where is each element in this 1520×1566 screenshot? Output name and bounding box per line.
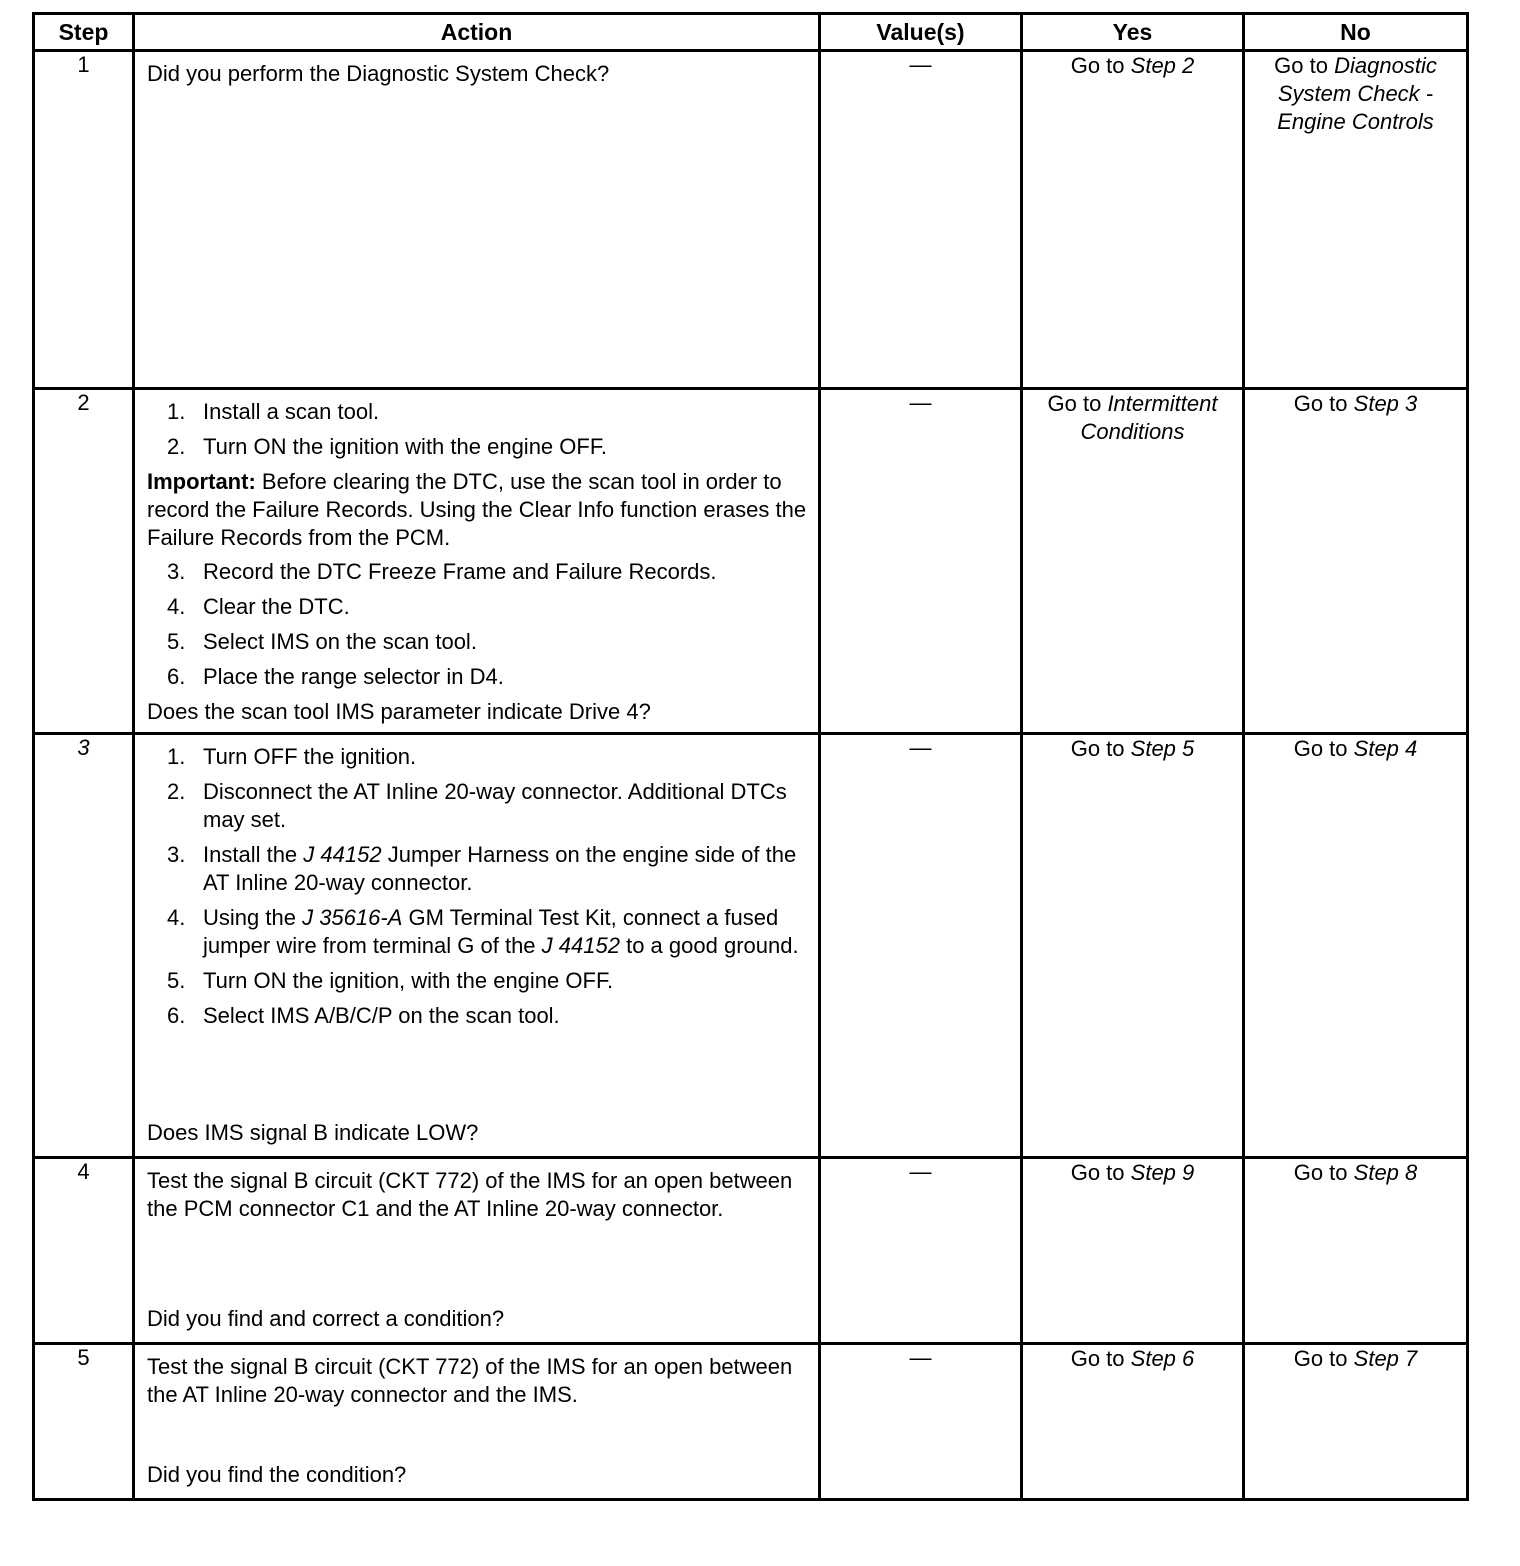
yes-cell <box>1022 389 1244 734</box>
action-list <box>147 558 808 691</box>
goto-target: Step 9 <box>1130 1160 1195 1185</box>
no-cell <box>1244 1158 1468 1344</box>
yes-cell <box>1022 734 1244 1158</box>
goto-prefix: Go to <box>1070 1160 1125 1185</box>
table-row <box>34 734 1468 1158</box>
yes-cell <box>1022 51 1244 389</box>
important-text: Before clearing the DTC, use the scan tool in order to record the Failure Records. Using the Clear Info function erases the Failure Records from the PCM. <box>147 469 807 550</box>
goto-prefix: Go to <box>1293 1346 1348 1371</box>
goto-target: Step 2 <box>1130 53 1195 78</box>
header-step: Step <box>34 14 134 51</box>
table-row <box>34 1158 1468 1344</box>
goto-target: Diagnostic System Check - Engine Controls <box>1277 53 1437 134</box>
goto-target: Step 4 <box>1353 736 1418 761</box>
action-cell <box>134 51 820 389</box>
step-number: 3 <box>34 734 134 1158</box>
goto-prefix: Go to <box>1070 1346 1125 1371</box>
list-item: 2. Turn ON the ignition with the engine OFF. <box>167 434 607 459</box>
value-cell: — <box>820 1158 1022 1344</box>
action-cell <box>134 389 820 734</box>
step-number: 5 <box>34 1344 134 1500</box>
step-number: 2 <box>34 389 134 734</box>
diagnostic-table <box>32 12 1469 1501</box>
list-item: 5. Select IMS on the scan tool. <box>167 629 477 654</box>
goto-prefix: Go to <box>1293 1160 1348 1185</box>
header-values: Value(s) <box>820 14 1022 51</box>
step-number: 1 <box>34 51 134 389</box>
action-text: Test the signal B circuit (CKT 772) of the IMS for an open between the AT Inline 20-way connector and the IMS. <box>147 1354 793 1407</box>
important-note <box>147 468 808 552</box>
value-cell: — <box>820 51 1022 389</box>
table-row <box>34 389 1468 734</box>
goto-target: Step 3 <box>1353 391 1418 416</box>
table-row <box>34 1344 1468 1500</box>
value-cell: — <box>820 1344 1022 1500</box>
yes-cell <box>1022 1158 1244 1344</box>
tool-number: J 35616-A <box>302 905 403 930</box>
list-item: 1. Install a scan tool. <box>167 399 380 424</box>
important-label: Important: <box>147 469 256 494</box>
tool-number: J 44152 <box>541 933 620 958</box>
list-item: 4. Using the J 35616-A GM Terminal Test Kit, connect a fused jumper wire from terminal G of the J 44152 to a good ground. <box>167 905 799 958</box>
action-question: Did you find the condition? <box>147 1462 407 1487</box>
goto-target: Step 6 <box>1130 1346 1195 1371</box>
goto-prefix: Go to <box>1274 53 1328 78</box>
list-item: 2. Disconnect the AT Inline 20-way connector. Additional DTCs may set. <box>167 779 787 832</box>
goto-target: Step 5 <box>1130 736 1195 761</box>
header-yes: Yes <box>1022 14 1244 51</box>
step-number: 4 <box>34 1158 134 1344</box>
header-no: No <box>1244 14 1468 51</box>
no-cell <box>1244 734 1468 1158</box>
list-item: 3. Install the J 44152 Jumper Harness on the engine side of the AT Inline 20-way connector. <box>167 842 797 895</box>
list-item: 6. Select IMS A/B/C/P on the scan tool. <box>167 1003 560 1028</box>
list-item: 6. Place the range selector in D4. <box>167 664 504 689</box>
no-cell <box>1244 51 1468 389</box>
goto-prefix: Go to <box>1070 53 1125 78</box>
goto-prefix: Go to <box>1293 391 1348 416</box>
goto-prefix: Go to <box>1293 736 1348 761</box>
action-question: Did you find and correct a condition? <box>147 1306 505 1331</box>
action-cell <box>134 1344 820 1500</box>
list-item: 1. Turn OFF the ignition. <box>167 744 417 769</box>
no-cell <box>1244 389 1468 734</box>
table-row <box>34 51 1468 389</box>
list-item: 3. Record the DTC Freeze Frame and Failure Records. <box>167 559 717 584</box>
action-list <box>147 398 808 461</box>
yes-cell <box>1022 1344 1244 1500</box>
action-cell <box>134 1158 820 1344</box>
goto-target: Intermittent Conditions <box>1080 391 1218 444</box>
goto-target: Step 7 <box>1353 1346 1418 1371</box>
value-cell: — <box>820 734 1022 1158</box>
action-question: Does IMS signal B indicate LOW? <box>147 1120 479 1145</box>
goto-prefix: Go to <box>1070 736 1125 761</box>
list-item: 5. Turn ON the ignition, with the engine OFF. <box>167 968 614 993</box>
tool-number: J 44152 <box>303 842 382 867</box>
header-row <box>34 14 1468 51</box>
list-item: 4. Clear the DTC. <box>167 594 350 619</box>
value-cell: — <box>820 389 1022 734</box>
goto-prefix: Go to <box>1047 391 1102 416</box>
action-list <box>147 743 808 1037</box>
no-cell <box>1244 1344 1468 1500</box>
action-cell <box>134 734 820 1158</box>
action-question: Did you perform the Diagnostic System Check? <box>147 61 610 86</box>
goto-target: Step 8 <box>1353 1160 1418 1185</box>
action-text: Test the signal B circuit (CKT 772) of the IMS for an open between the PCM connector C1 and the AT Inline 20-way connector. <box>147 1168 793 1221</box>
header-action: Action <box>134 14 820 51</box>
action-question: Does the scan tool IMS parameter indicate Drive 4? <box>147 699 651 724</box>
